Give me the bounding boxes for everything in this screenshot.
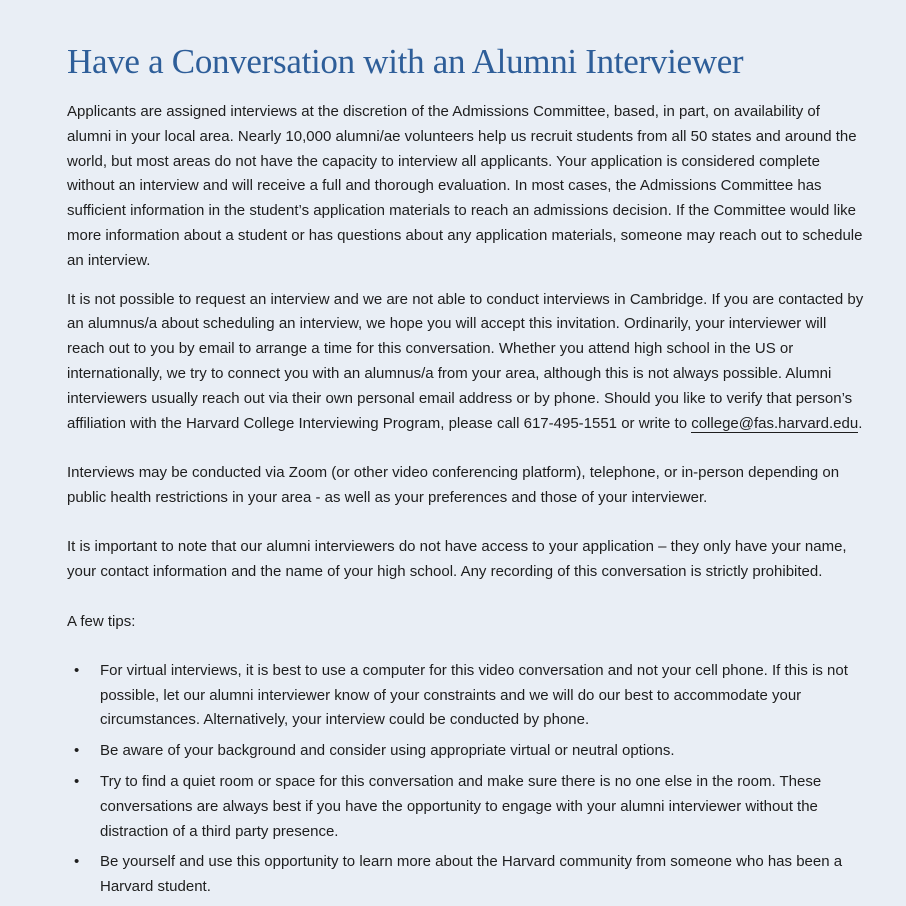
paragraph-end-period: . [858, 414, 863, 432]
tip-text: Be yourself and use this opportunity to learn more about the Harvard community from someone who has been a Harvard student. [100, 853, 843, 896]
paragraph-interview-request-text: It is not possible to request an interview and we are not able to conduct interviews in Cambridge. If you are contacted by an alumnus/a about scheduling an interview, we hope you will accept this invitation. Ordinarily, your interviewer will reach out to you by email to arrange a time for this conversation. Whether you attend high school in the US or internationally, we try to connect you with an alumnus/a from your area, although this is not always possible. Alumni interviewers usually reach out via their own personal email address or by phone. Should you like to verify that person’s affiliation with the Harvard College Interviewing Program, please call 617-495-1551 or write to [67, 290, 864, 432]
bullet-icon: • [74, 853, 80, 871]
list-item [67, 739, 867, 764]
tip-text: Try to find a quiet room or space for this conversation and make sure there is no one else in the room. These conversations are always best if you have the opportunity to engage with your alumni interviewer without the distraction of a third party presence. [100, 773, 822, 840]
bullet-icon: • [74, 661, 80, 679]
list-item [67, 659, 867, 733]
tip-text: For virtual interviews, it is best to use a computer for this video conversation and not your cell phone. If this is not possible, let our alumni interviewer know of your constraints and we will do our best to accommodate your circumstances. Alternatively, your interview could be conducted by phone. [100, 661, 848, 729]
paragraph-interview-assignment: Applicants are assigned interviews at the discretion of the Admissions Committee, based, in part, on availability of alumni in your local area. Nearly 10,000 alumni/ae volunteers help us recruit students from all 50 states and around the world, but most areas do not have the capacity to interview all applicants. Your application is considered complete without an interview and will receive a full and thorough evaluation. In most cases, the Admissions Committee has sufficient information in the student’s application materials to reach an admissions decision. If the Committee would like more information about a student or has questions about any application materials, someone may reach out to schedule an interview. [67, 103, 863, 269]
article-content [67, 40, 867, 906]
list-item [67, 850, 867, 900]
paragraph-interview-request [67, 288, 867, 437]
tips-heading: A few tips: [67, 613, 136, 631]
page-title: Have a Conversation with an Alumni Interviewer [67, 42, 744, 81]
bullet-icon: • [74, 773, 80, 791]
list-item [67, 770, 867, 844]
bullet-icon: • [74, 742, 80, 760]
paragraph-interview-format: Interviews may be conducted via Zoom (or other video conferencing platform), telephone, or in-person depending on public health restrictions in your area - as well as your preferences and those of your interviewer. [67, 463, 840, 506]
paragraph-interviewer-access: It is important to note that our alumni interviewers do not have access to your application – they only have your name, your contact information and the name of your high school. Any recording of this conversation is strictly prohibited. [67, 538, 847, 581]
email-link[interactable]: college@fas.harvard.edu [691, 414, 859, 432]
tips-list [67, 659, 867, 900]
tip-text: Be aware of your background and consider using appropriate virtual or neutral options. [100, 742, 675, 760]
